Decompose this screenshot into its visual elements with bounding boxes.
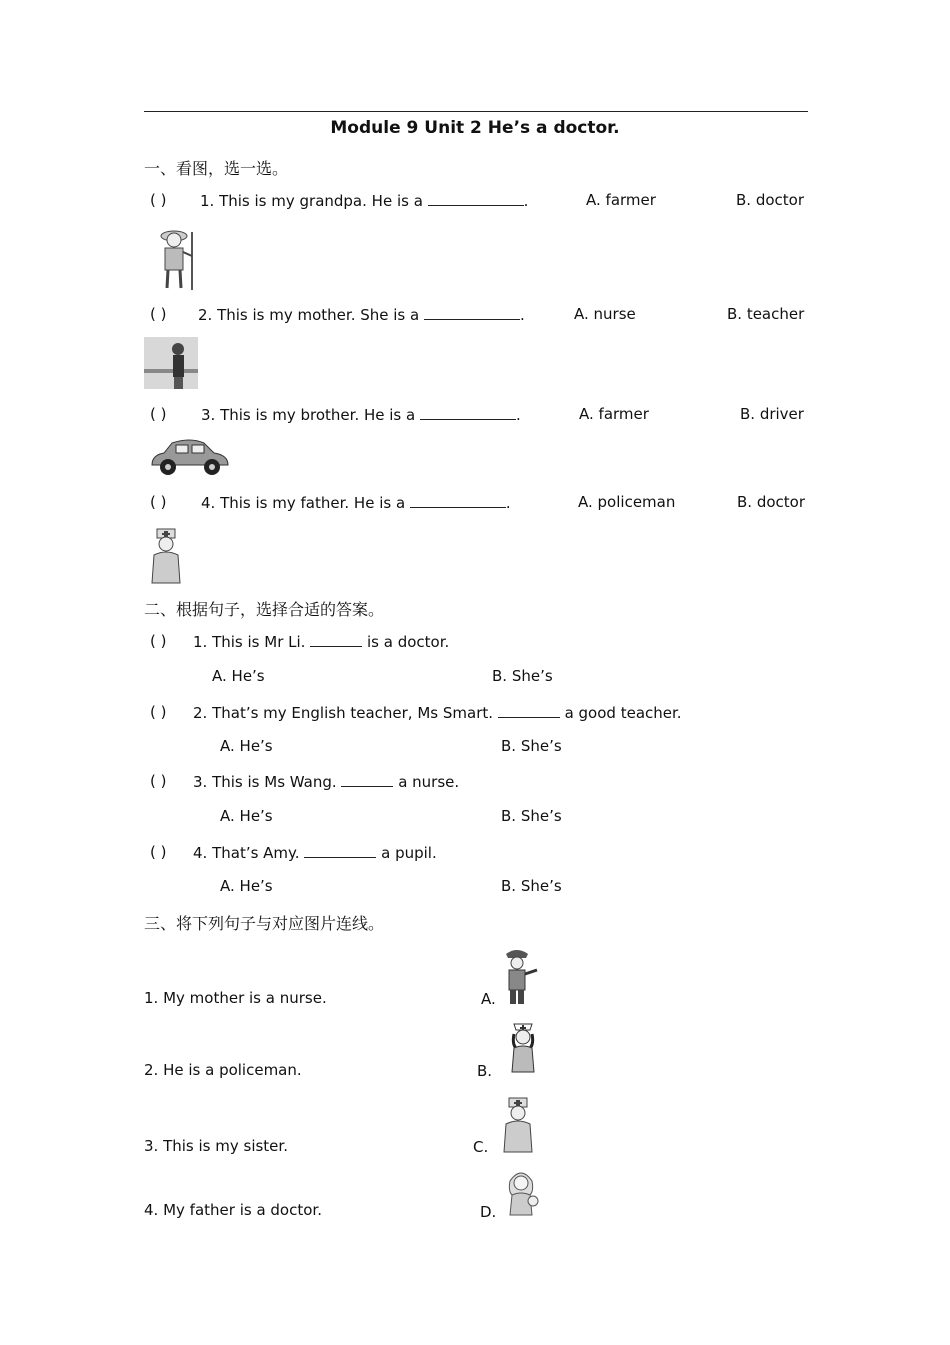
question-3 [201, 405, 521, 424]
option-b[interactable]: B. teacher [727, 305, 805, 323]
question-pre: 2. That’s my English teacher, Ms Smart. [193, 704, 494, 722]
policeman-figure-icon [500, 946, 538, 1006]
option-a[interactable]: A. He’s [220, 737, 273, 755]
answer-paren: ( ) [150, 405, 167, 423]
answer-blank[interactable] [304, 843, 376, 858]
answer-paren: ( ) [150, 703, 167, 721]
option-b[interactable]: B. She’s [492, 667, 553, 685]
farmer-figure-icon [152, 222, 200, 292]
doctor-figure-icon [148, 527, 184, 585]
section2-heading: 二、根据句子，选择合适的答案。 [144, 600, 385, 619]
answer-blank[interactable] [420, 405, 516, 420]
nurse-figure-icon [504, 1020, 542, 1074]
question-4 [193, 843, 437, 862]
option-b[interactable]: B. driver [740, 405, 804, 423]
option-b[interactable]: B. doctor [737, 493, 805, 511]
question-end: . [523, 192, 529, 210]
question-1 [193, 632, 449, 651]
answer-blank[interactable] [341, 772, 393, 787]
car-icon [146, 437, 232, 479]
doctor-figure-icon [500, 1096, 536, 1154]
answer-blank[interactable] [410, 493, 506, 508]
option-a[interactable]: A. farmer [579, 405, 649, 423]
question-post: a nurse. [398, 773, 460, 791]
question-end: . [505, 494, 511, 512]
question-2 [193, 703, 682, 722]
question-4 [201, 493, 511, 512]
question-post: a good teacher. [564, 704, 682, 722]
answer-paren: ( ) [150, 843, 167, 861]
answer-paren: ( ) [150, 305, 167, 323]
answer-blank[interactable] [310, 632, 362, 647]
option-b[interactable]: B. She’s [501, 877, 562, 895]
question-1 [200, 191, 528, 210]
answer-blank[interactable] [424, 305, 520, 320]
question-pre: 4. That’s Amy. [193, 844, 300, 862]
question-pre: 3. This is Ms Wang. [193, 773, 337, 791]
question-text: 3. This is my brother. He is a [201, 406, 416, 424]
header-rule [144, 111, 808, 112]
question-3 [193, 772, 459, 791]
option-a[interactable]: A. He’s [220, 807, 273, 825]
match-sentence-3[interactable]: 3. This is my sister. [144, 1137, 288, 1155]
question-post: is a doctor. [366, 633, 450, 651]
option-b[interactable]: B. doctor [736, 191, 804, 209]
question-text: 2. This is my mother. She is a [198, 306, 420, 324]
match-letter-a[interactable]: A. [481, 990, 496, 1008]
match-letter-b[interactable]: B. [477, 1062, 493, 1080]
question-text: 1. This is my grandpa. He is a [200, 192, 423, 210]
answer-paren: ( ) [150, 632, 167, 650]
match-letter-c[interactable]: C. [473, 1138, 489, 1156]
question-text: 4. This is my father. He is a [201, 494, 406, 512]
match-letter-d[interactable]: D. [480, 1203, 497, 1221]
question-post: a pupil. [381, 844, 437, 862]
option-a[interactable]: A. policeman [578, 493, 676, 511]
question-2 [198, 305, 525, 324]
option-b[interactable]: B. She’s [501, 807, 562, 825]
option-a[interactable]: A. nurse [574, 305, 636, 323]
option-a[interactable]: A. He’s [212, 667, 265, 685]
match-sentence-2[interactable]: 2. He is a policeman. [144, 1061, 302, 1079]
question-pre: 1. This is Mr Li. [193, 633, 306, 651]
question-end: . [516, 406, 521, 424]
girl-figure-icon [502, 1167, 540, 1217]
answer-paren: ( ) [150, 493, 167, 511]
page-title: Module 9 Unit 2 He’s a doctor. [330, 118, 620, 138]
section3-heading: 三、将下列句子与对应图片连线。 [144, 914, 385, 933]
section1-heading: 一、看图，选一选。 [144, 159, 289, 178]
option-a[interactable]: A. He’s [220, 877, 273, 895]
match-sentence-4[interactable]: 4. My father is a doctor. [144, 1201, 322, 1219]
answer-paren: ( ) [150, 772, 167, 790]
option-b[interactable]: B. She’s [501, 737, 562, 755]
question-end: . [520, 306, 525, 324]
option-a[interactable]: A. farmer [586, 191, 656, 209]
teacher-figure-icon [144, 337, 198, 389]
answer-blank[interactable] [428, 191, 524, 206]
answer-blank[interactable] [498, 703, 560, 718]
match-sentence-1[interactable]: 1. My mother is a nurse. [144, 989, 327, 1007]
answer-paren: ( ) [150, 191, 167, 209]
